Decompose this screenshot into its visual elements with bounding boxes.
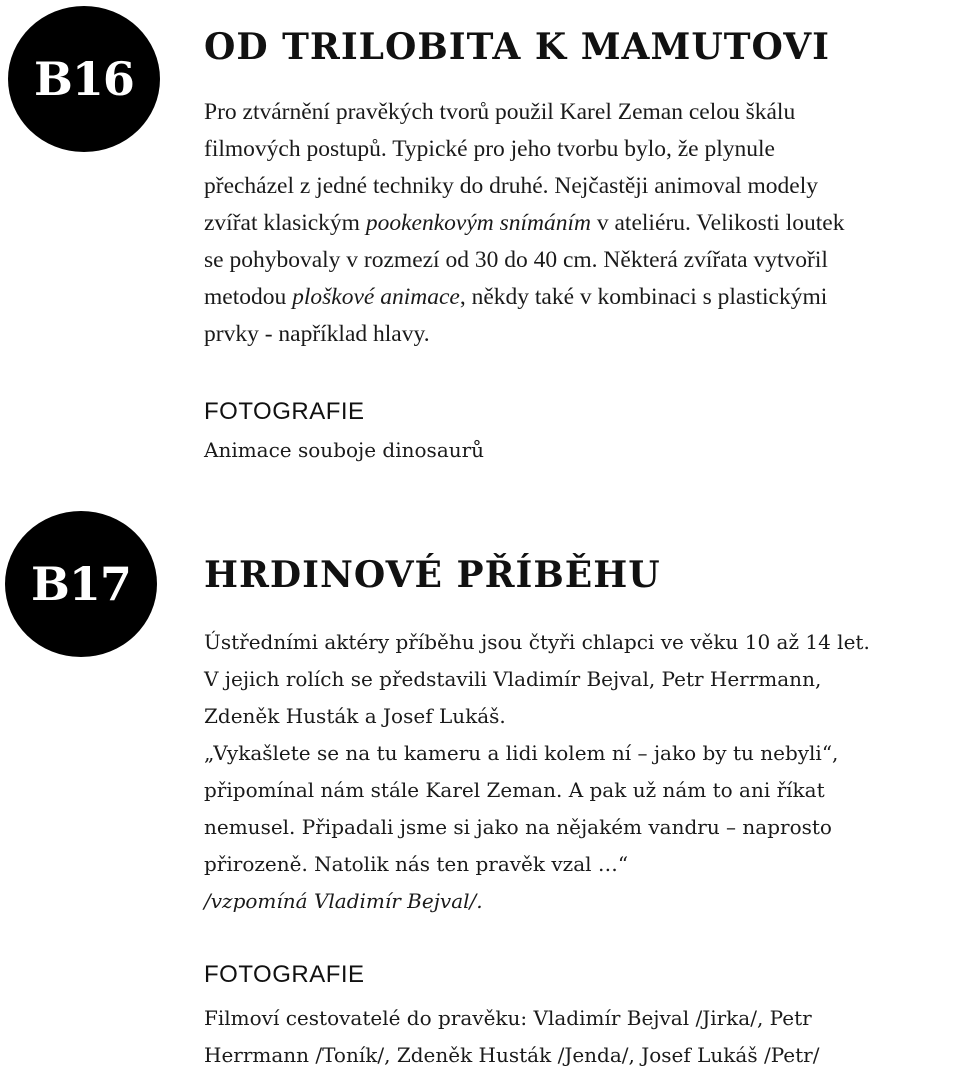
photo-label-b16: FOTOGRAFIE <box>204 398 365 425</box>
section-body-b16 <box>204 94 844 353</box>
text-fragment: připomínal nám stále Karel Zeman. A pak už nám to ani říkat <box>204 778 825 802</box>
caption-line: Animace souboje dinosaurů <box>204 438 485 462</box>
photo-caption-b17 <box>204 1000 819 1074</box>
text-line <box>204 131 844 168</box>
text-line <box>204 168 844 205</box>
text-fragment: se pohybovaly v rozmezí od 30 do 40 cm. Některá zvířata vytvořil <box>204 247 828 273</box>
text-fragment: , někdy také v kombinaci s plastickými <box>459 284 828 310</box>
text-fragment: metodou <box>204 284 293 310</box>
text-line <box>204 279 844 316</box>
text-line <box>204 735 870 772</box>
text-line <box>204 809 870 846</box>
text-line <box>204 846 870 883</box>
text-fragment: Ústředními aktéry příběhu jsou čtyři chlapci ve věku 10 až 14 let. <box>204 630 870 654</box>
text-fragment: Zdeněk Husták a Josef Lukáš. <box>204 704 506 728</box>
text-fragment: prvky - například hlavy. <box>204 321 430 347</box>
text-line <box>204 316 844 353</box>
italic-text: /vzpomíná Vladimír Bejval/. <box>204 889 483 913</box>
text-line <box>204 883 870 920</box>
section-badge-b17: B17 <box>5 511 157 657</box>
section-body-b17 <box>204 624 870 920</box>
italic-text: pookenkovým snímáním <box>365 210 591 236</box>
text-fragment: „Vykašlete se na tu kameru a lidi kolem ní – jako by tu nebyli“, <box>204 741 839 765</box>
caption-line: Herrmann /Toník/, Zdeněk Husták /Jenda/, Josef Lukáš /Petr/ <box>204 1043 820 1067</box>
text-fragment: v ateliéru. Velikosti loutek <box>591 210 845 236</box>
text-line <box>204 205 844 242</box>
section-badge-b16: B16 <box>8 6 160 152</box>
section-title-b16: OD TRILOBITA K MAMUTOVI <box>204 26 831 68</box>
photo-label-b17: FOTOGRAFIE <box>204 961 365 988</box>
text-fragment: V jejich rolích se představili Vladimír Bejval, Petr Herrmann, <box>204 667 822 691</box>
text-fragment: přirozeně. Natolik nás ten pravěk vzal …“ <box>204 852 629 876</box>
caption-line: Filmoví cestovatelé do pravěku: Vladimír Bejval /Jirka/, Petr <box>204 1006 812 1030</box>
text-line <box>204 661 870 698</box>
text-fragment: nemusel. Připadali jsme si jako na nějakém vandru – naprosto <box>204 815 832 839</box>
text-line <box>204 698 870 735</box>
section-title-b17: HRDINOVÉ PŘÍBĚHU <box>204 554 661 596</box>
text-line <box>204 242 844 279</box>
photo-caption-b16 <box>204 432 484 469</box>
text-line <box>204 624 870 661</box>
text-line <box>204 94 844 131</box>
text-line <box>204 772 870 809</box>
text-fragment: zvířat klasickým <box>204 210 366 236</box>
text-fragment: přecházel z jedné techniky do druhé. Nejčastěji animoval modely <box>204 173 819 199</box>
text-fragment: filmových postupů. Typické pro jeho tvorbu bylo, že plynule <box>204 136 775 162</box>
italic-text: ploškové animace <box>292 284 460 310</box>
text-fragment: Pro ztvárnění pravěkých tvorů použil Karel Zeman celou škálu <box>204 99 796 125</box>
